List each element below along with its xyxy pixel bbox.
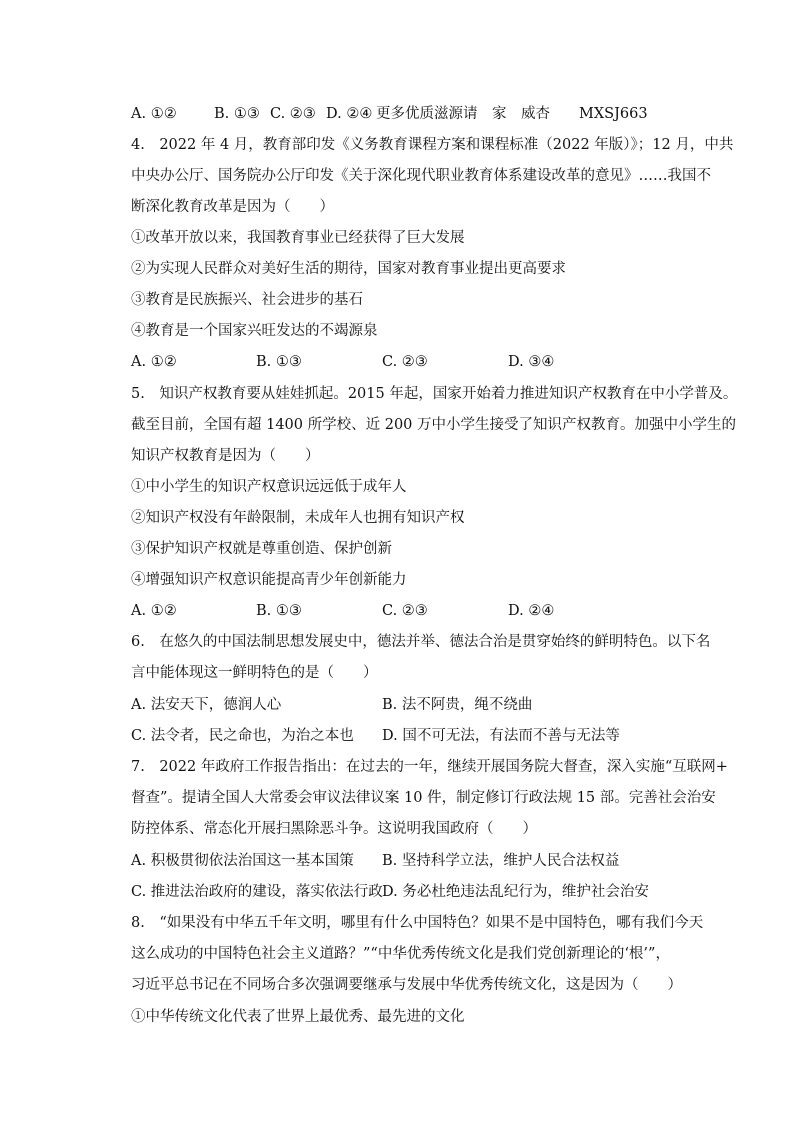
q7-option-b: B. 坚持科学立法，维护人民合法权益 [382,853,620,869]
q5-stem-line-2: 截至目前，全国有超 1400 所学校、近 200 万中小学生接受了知识产权教育。加强中小学生的 [131,417,737,433]
q6-stem-line-1: 6. 在悠久的中国法制思想发展史中，德法并举、德法合治是贯穿始终的鲜明特色。以下名 [131,634,711,650]
q6-option-d: D. 国不可无法，有法而不善与无法等 [382,728,620,744]
q4-item-4: ④教育是一个国家兴旺发达的不竭源泉 [131,323,378,339]
q7-option-a: A. 积极贯彻依法治国这一基本国策 [131,853,354,869]
q7-stem-line-3: 防控体系、常态化开展扫黑除恶斗争。这说明我国政府（ ） [131,821,537,837]
q8-stem-line-3: 习近平总书记在不同场合多次强调要继承与发展中华优秀传统文化，这是因为（ ） [131,977,682,993]
q5-stem-line-3: 知识产权教育是因为（ ） [131,448,320,464]
q3-option-a: A. ①② [131,106,177,122]
q3-option-c: C. ②③ [270,106,316,122]
q3-option-b: B. ①③ [214,106,260,122]
q4-option-c: C. ②③ [382,354,428,370]
q7-stem-line-2: 督查”。提请全国人大常委会审议法律议案 10 件，制定修订行政法规 15 部。完善社会治安 [131,790,716,806]
q7-option-d: D. 务必杜绝违法乱纪行为，维护社会治安 [382,884,649,900]
q4-stem-line-1: 4. 2022 年 4 月，教育部印发《义务教育课程方案和课程标准（2022 年版）》；12 月，中共 [131,137,734,153]
q8-stem-line-1: 8. “如果没有中华五千年文明，哪里有什么中国特色？如果不是中国特色，哪有我们今天 [131,915,704,931]
q4-item-1: ①改革开放以来，我国教育事业已经获得了巨大发展 [131,230,465,246]
q5-stem-line-1: 5. 知识产权教育要从娃娃抓起。2015 年起，国家开始着力推进知识产权教育在中小学普及。 [131,386,738,402]
q6-option-a: A. 法安天下，德润人心 [131,697,282,713]
q8-item-1: ①中华传统文化代表了世界上最优秀、最先进的文化 [131,1009,465,1025]
q3-option-d: D. ②④ [326,106,373,122]
q5-option-a: A. ①② [131,603,177,619]
q6-option-b: B. 法不阿贵，绳不绕曲 [382,697,533,713]
q4-option-a: A. ①② [131,354,177,370]
q4-stem-line-3: 断深化教育改革是因为（ ） [131,199,334,215]
q4-stem-line-2: 中央办公厅、国务院办公厅印发《关于深化现代职业教育体系建设改革的意见》……我国不 [131,168,711,184]
q5-option-c: C. ②③ [382,603,428,619]
q6-stem-line-2: 言中能体现这一鲜明特色的是（ ） [131,665,378,681]
q7-stem-line-1: 7. 2022 年政府工作报告指出：在过去的一年，继续开展国务院大督查，深入实施“互联网+ [131,759,728,775]
q5-item-2: ②知识产权没有年龄限制，未成年人也拥有知识产权 [131,510,465,526]
q4-item-3: ③教育是民族振兴、社会进步的基石 [131,292,363,308]
q4-item-2: ②为实现人民群众对美好生活的期待，国家对教育事业提出更高要求 [131,261,566,277]
q5-item-4: ④增强知识产权意识能提高青少年创新能力 [131,572,407,588]
q5-item-1: ①中小学生的知识产权意识远远低于成年人 [131,479,407,495]
q6-option-c: C. 法令者，民之命也，为治之本也 [131,728,354,744]
q7-option-c: C. 推进法治政府的建设，落实依法行政 [131,884,383,900]
watermark-text: 更多优质滋源请 家 威杏 MXSJ663 [376,106,648,122]
q5-option-b: B. ①③ [256,603,302,619]
q5-item-3: ③保护知识产权就是尊重创造、保护创新 [131,541,392,557]
q5-option-d: D. ②④ [508,603,555,619]
q4-option-b: B. ①③ [256,354,302,370]
q8-stem-line-2: 这么成功的中国特色社会主义道路？”“中华优秀传统文化是我们党创新理论的‘根’”， [131,946,670,962]
q4-option-d: D. ③④ [508,354,555,370]
